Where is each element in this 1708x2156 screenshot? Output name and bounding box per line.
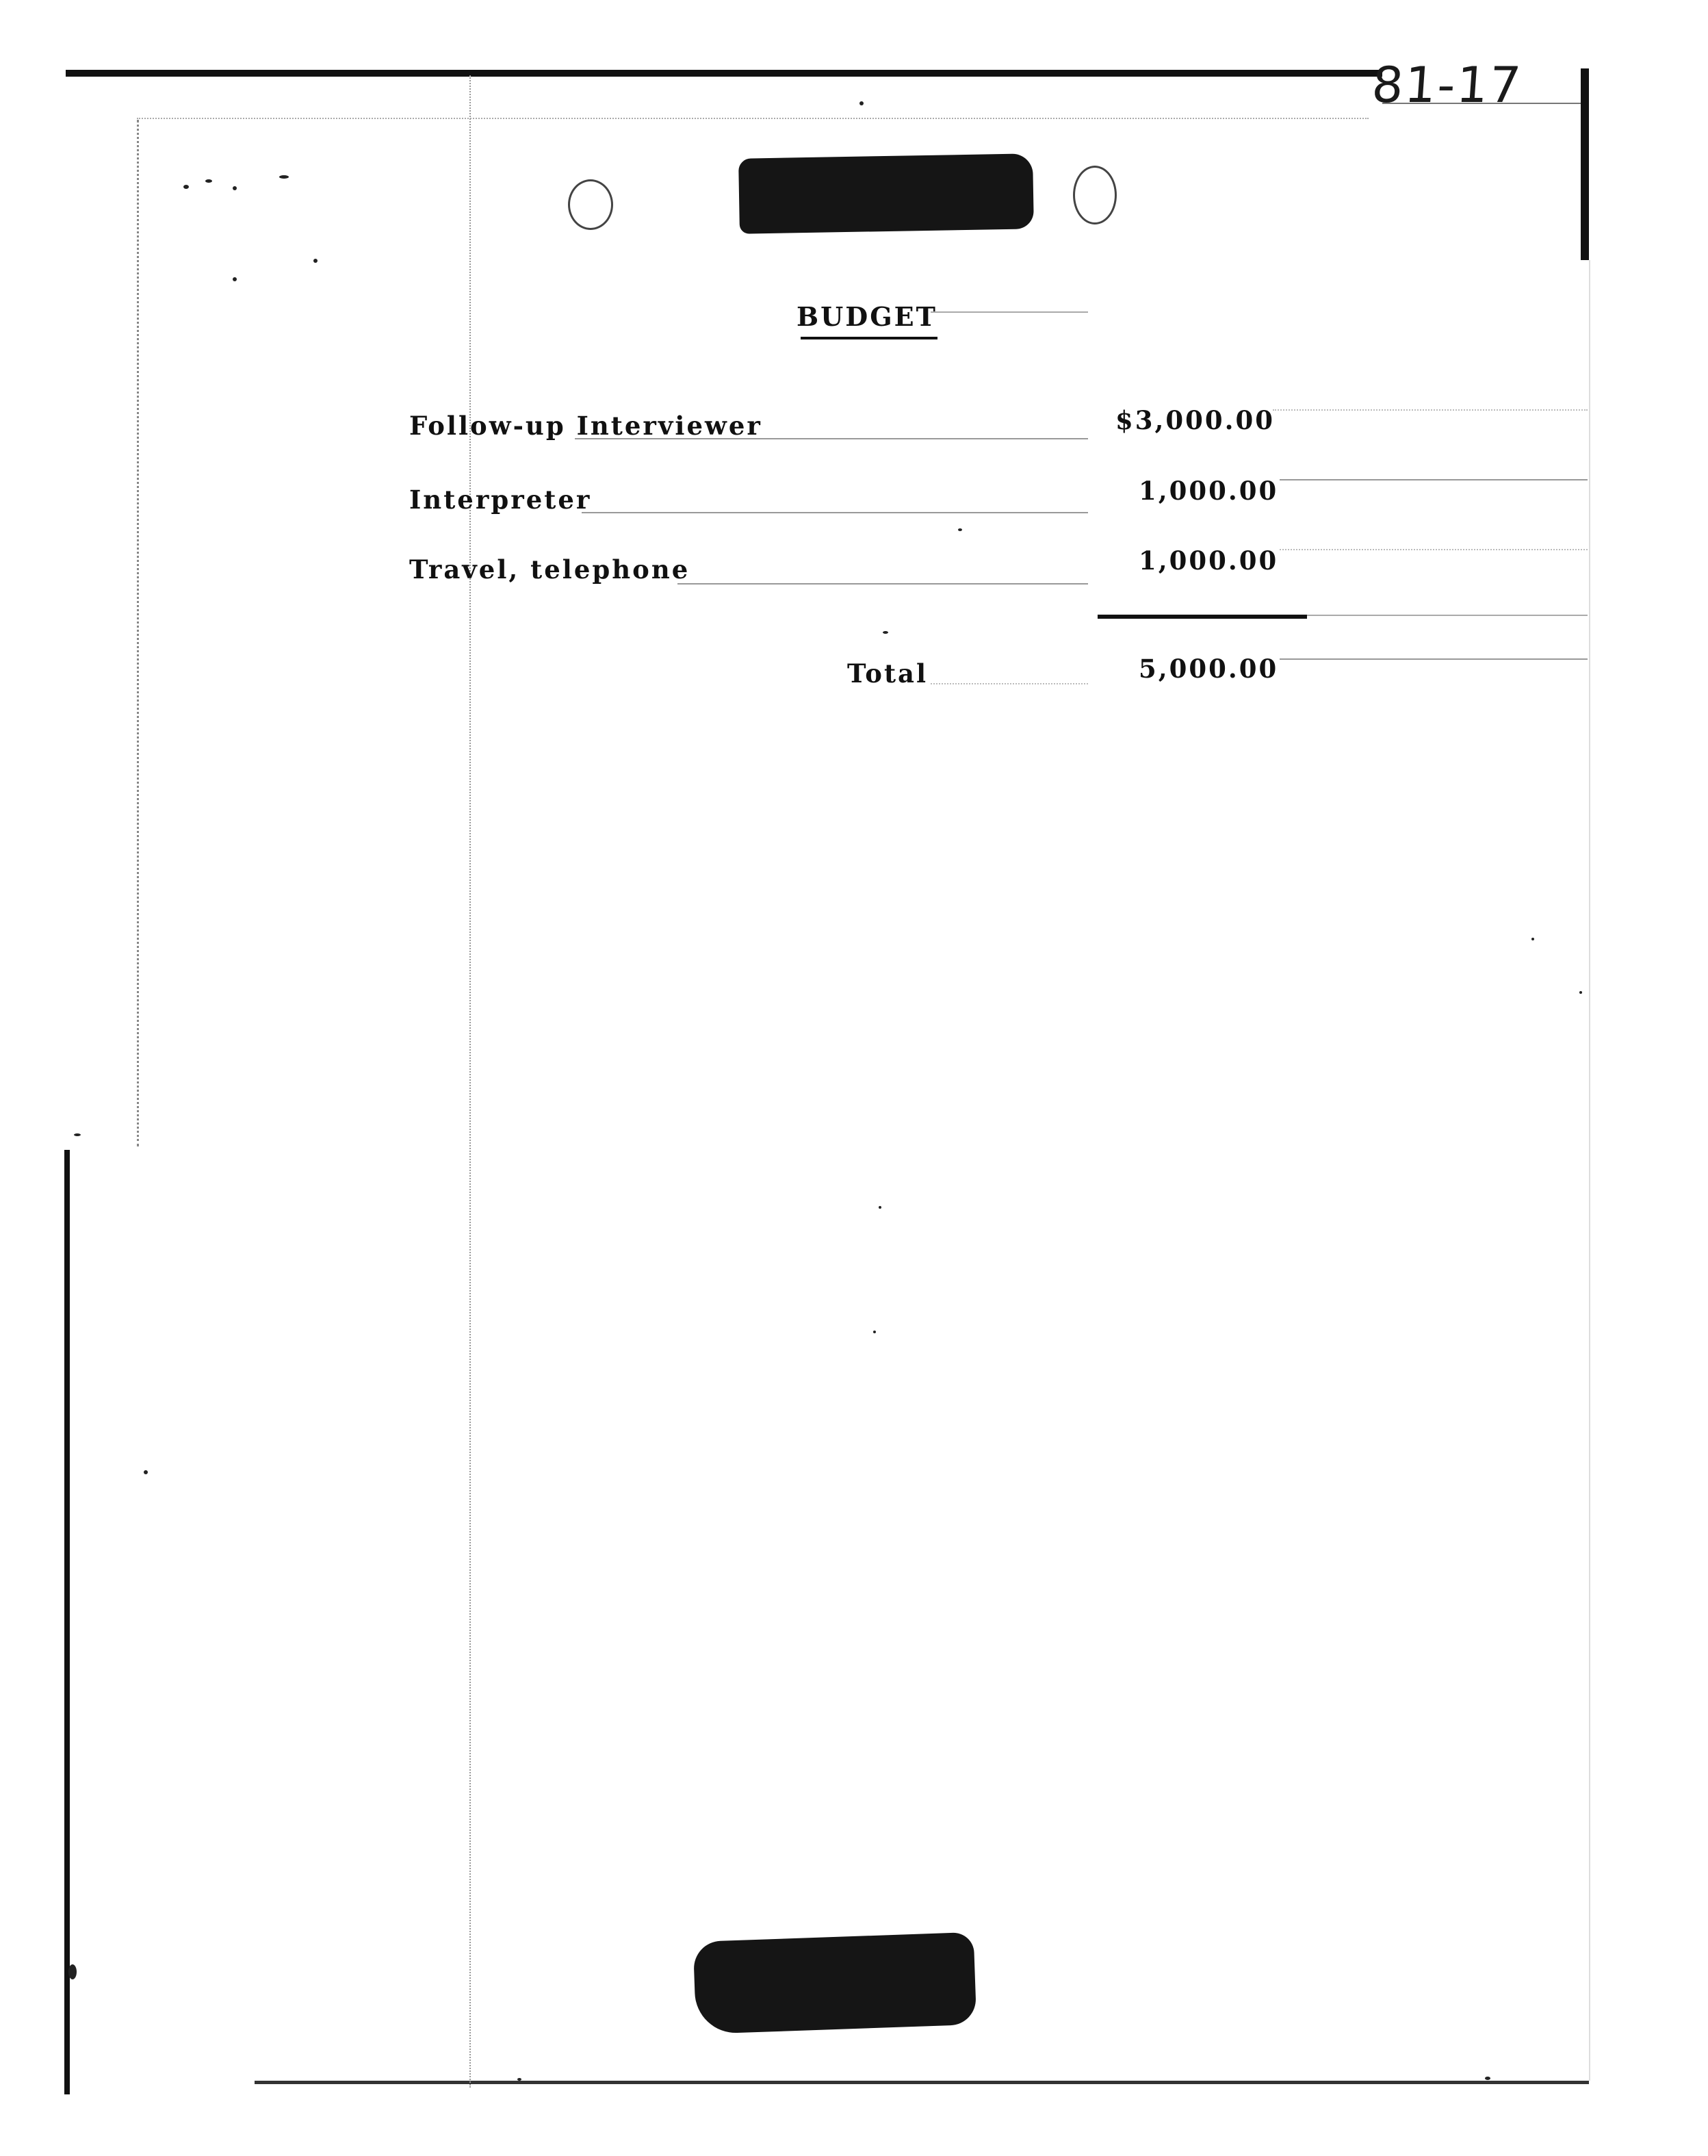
scan-speck	[144, 1470, 148, 1474]
row-rule	[677, 583, 1088, 585]
budget-item-amount: 1,000.00	[1139, 546, 1279, 576]
scan-speck	[1579, 991, 1582, 994]
scan-speck	[74, 1133, 81, 1136]
total-amount: 5,000.00	[1139, 654, 1279, 684]
row-rule	[575, 438, 1088, 439]
budget-item-label: Follow-up Interviewer	[409, 411, 762, 441]
total-rule-right	[1280, 658, 1588, 660]
scan-speck	[279, 175, 289, 179]
scan-speck	[958, 528, 962, 531]
scan-speck	[68, 1964, 77, 1979]
redaction-bottom	[693, 1932, 976, 2034]
scan-speck	[883, 631, 888, 634]
scan-speck	[879, 1206, 881, 1209]
scan-speck	[183, 185, 189, 189]
row-rule-right	[1273, 409, 1588, 411]
header-dotted-line	[137, 118, 1369, 119]
punch-hole-left	[568, 179, 613, 230]
scan-border-bottom	[255, 2081, 1589, 2084]
punch-hole-right	[1073, 166, 1117, 224]
sum-line	[1098, 615, 1307, 619]
budget-item-amount: $3,000.00	[1115, 405, 1275, 435]
title-underline	[801, 337, 937, 339]
row-rule-right	[1280, 479, 1588, 480]
scan-border-left	[64, 1150, 70, 2094]
total-label: Total	[847, 658, 929, 689]
redaction-top	[738, 153, 1034, 233]
scan-speck	[233, 186, 237, 190]
scan-speck	[873, 1331, 876, 1333]
scan-border-right	[1581, 68, 1589, 260]
row-rule	[582, 512, 1088, 513]
scan-border-right-faint	[1589, 260, 1590, 2081]
budget-item-label: Travel, telephone	[409, 554, 690, 585]
scan-speck	[313, 259, 318, 263]
scan-speck	[859, 101, 864, 105]
row-rule-right	[1280, 549, 1588, 550]
scan-speck	[1485, 2077, 1490, 2080]
fold-line	[469, 75, 471, 2088]
budget-item-label: Interpreter	[409, 485, 592, 515]
total-rule	[931, 683, 1088, 684]
scan-border-top	[66, 70, 1382, 77]
budget-item-amount: 1,000.00	[1139, 476, 1279, 506]
title-rule	[931, 311, 1088, 313]
scan-border-left-dotted	[137, 120, 140, 1146]
scan-speck	[233, 277, 237, 281]
scan-speck	[205, 179, 212, 183]
handwritten-number: 81-17	[1370, 56, 1525, 114]
budget-title: BUDGET	[797, 301, 937, 332]
sum-line-extension	[1307, 615, 1588, 616]
scan-speck	[1531, 938, 1534, 940]
scan-speck	[517, 2078, 521, 2081]
